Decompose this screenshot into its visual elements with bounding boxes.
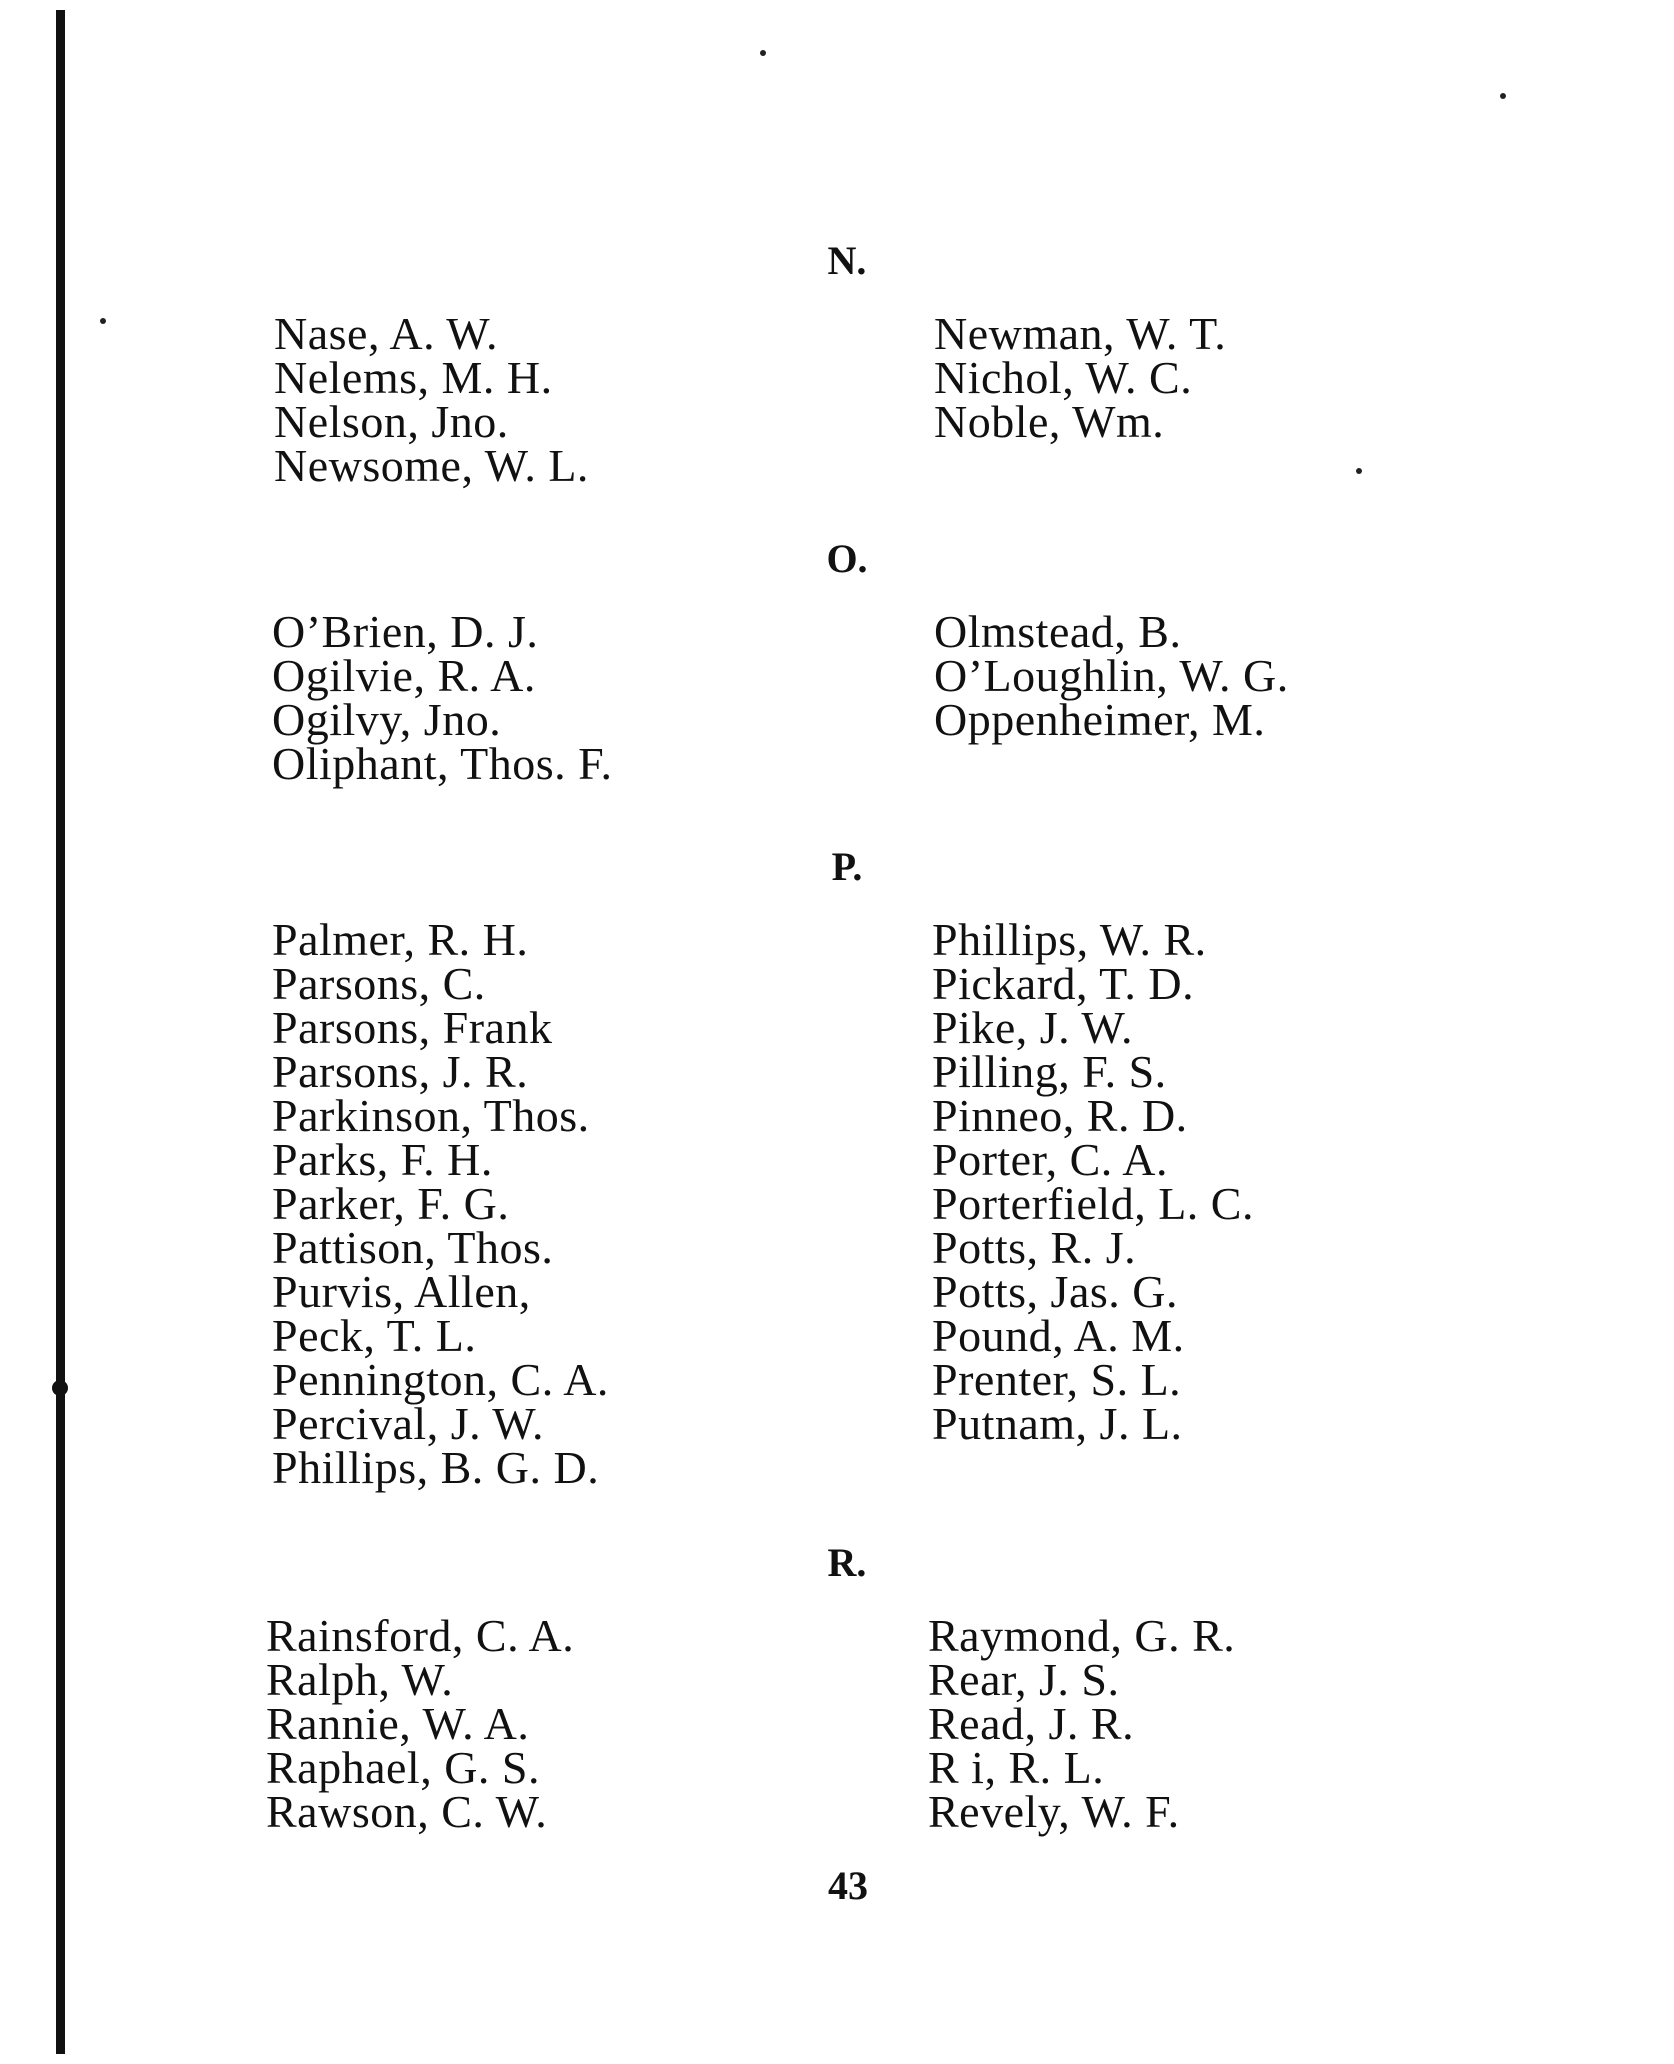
section-o-left-column — [272, 606, 613, 789]
list-item: Parsons, Frank — [272, 1002, 553, 1053]
list-item: Pinneo, R. D. — [932, 1090, 1188, 1141]
list-item: R i, R. L. — [928, 1742, 1105, 1793]
section-letter-r: R. — [827, 1540, 867, 1585]
list-item: Percival, J. W. — [272, 1398, 544, 1449]
list-item: Porterfield, L. C. — [932, 1178, 1254, 1229]
list-item: Revely, W. F. — [928, 1786, 1180, 1837]
list-item: Potts, R. J. — [932, 1222, 1137, 1273]
section-letter-p: P. — [831, 844, 863, 889]
list-item: Parkinson, Thos. — [272, 1090, 590, 1141]
list-item: Raymond, G. R. — [928, 1610, 1236, 1661]
list-item: Pilling, F. S. — [932, 1046, 1167, 1097]
list-item: Nelems, M. H. — [274, 352, 553, 403]
list-item: Olmstead, B. — [934, 606, 1182, 657]
list-item: Pickard, T. D. — [932, 958, 1195, 1009]
list-item: Noble, Wm. — [934, 396, 1165, 447]
list-item: Potts, Jas. G. — [932, 1266, 1178, 1317]
print-speck — [100, 318, 106, 324]
list-item: O’Brien, D. J. — [272, 606, 539, 657]
list-item: Newman, W. T. — [934, 308, 1227, 359]
list-item: Oliphant, Thos. F. — [272, 738, 613, 789]
section-n-right-column — [934, 308, 1227, 447]
list-item: Nelson, Jno. — [274, 396, 509, 447]
list-item: Raphael, G. S. — [266, 1742, 541, 1793]
list-item: Porter, C. A. — [932, 1134, 1168, 1185]
list-item: Putnam, J. L. — [932, 1398, 1183, 1449]
list-item: Ralph, W. — [266, 1654, 454, 1705]
list-item: Phillips, W. R. — [932, 914, 1207, 965]
list-item: Pennington, C. A. — [272, 1354, 609, 1405]
list-item: Palmer, R. H. — [272, 914, 529, 965]
list-item: Parsons, C. — [272, 958, 486, 1009]
list-item: Oppenheimer, M. — [934, 694, 1266, 745]
list-item: Ogilvy, Jno. — [272, 694, 502, 745]
list-item: Peck, T. L. — [272, 1310, 477, 1361]
print-speck — [1500, 93, 1506, 99]
list-item: Pike, J. W. — [932, 1002, 1134, 1053]
list-item: Read, J. R. — [928, 1698, 1135, 1749]
list-item: Parker, F. G. — [272, 1178, 510, 1229]
list-item: Parks, F. H. — [272, 1134, 493, 1185]
list-item: Purvis, Allen, — [272, 1266, 531, 1317]
list-item: Parsons, J. R. — [272, 1046, 529, 1097]
section-n-left-column — [274, 308, 589, 491]
list-item: Rawson, C. W. — [266, 1786, 548, 1837]
list-item: Rannie, W. A. — [266, 1698, 530, 1749]
list-item: Pattison, Thos. — [272, 1222, 554, 1273]
print-speck — [1356, 468, 1362, 474]
section-letter-o: O. — [826, 536, 868, 581]
page-number: 43 — [828, 1863, 868, 1908]
list-item: O’Loughlin, W. G. — [934, 650, 1289, 701]
list-item: Nase, A. W. — [274, 308, 498, 359]
section-p-left-column — [272, 914, 609, 1493]
list-item: Rear, J. S. — [928, 1654, 1120, 1705]
binding-edge — [56, 10, 65, 2054]
section-r-left-column — [266, 1610, 575, 1837]
list-item: Pound, A. M. — [932, 1310, 1185, 1361]
list-item: Phillips, B. G. D. — [272, 1442, 600, 1493]
section-p-right-column — [932, 914, 1254, 1449]
list-item: Newsome, W. L. — [274, 440, 589, 491]
list-item: Nichol, W. C. — [934, 352, 1193, 403]
section-r-right-column — [928, 1610, 1236, 1837]
print-speck — [760, 50, 766, 56]
list-item: Rainsford, C. A. — [266, 1610, 575, 1661]
list-item: Ogilvie, R. A. — [272, 650, 536, 701]
section-o-right-column — [934, 606, 1289, 745]
list-item: Prenter, S. L. — [932, 1354, 1182, 1405]
section-letter-n: N. — [827, 238, 867, 283]
